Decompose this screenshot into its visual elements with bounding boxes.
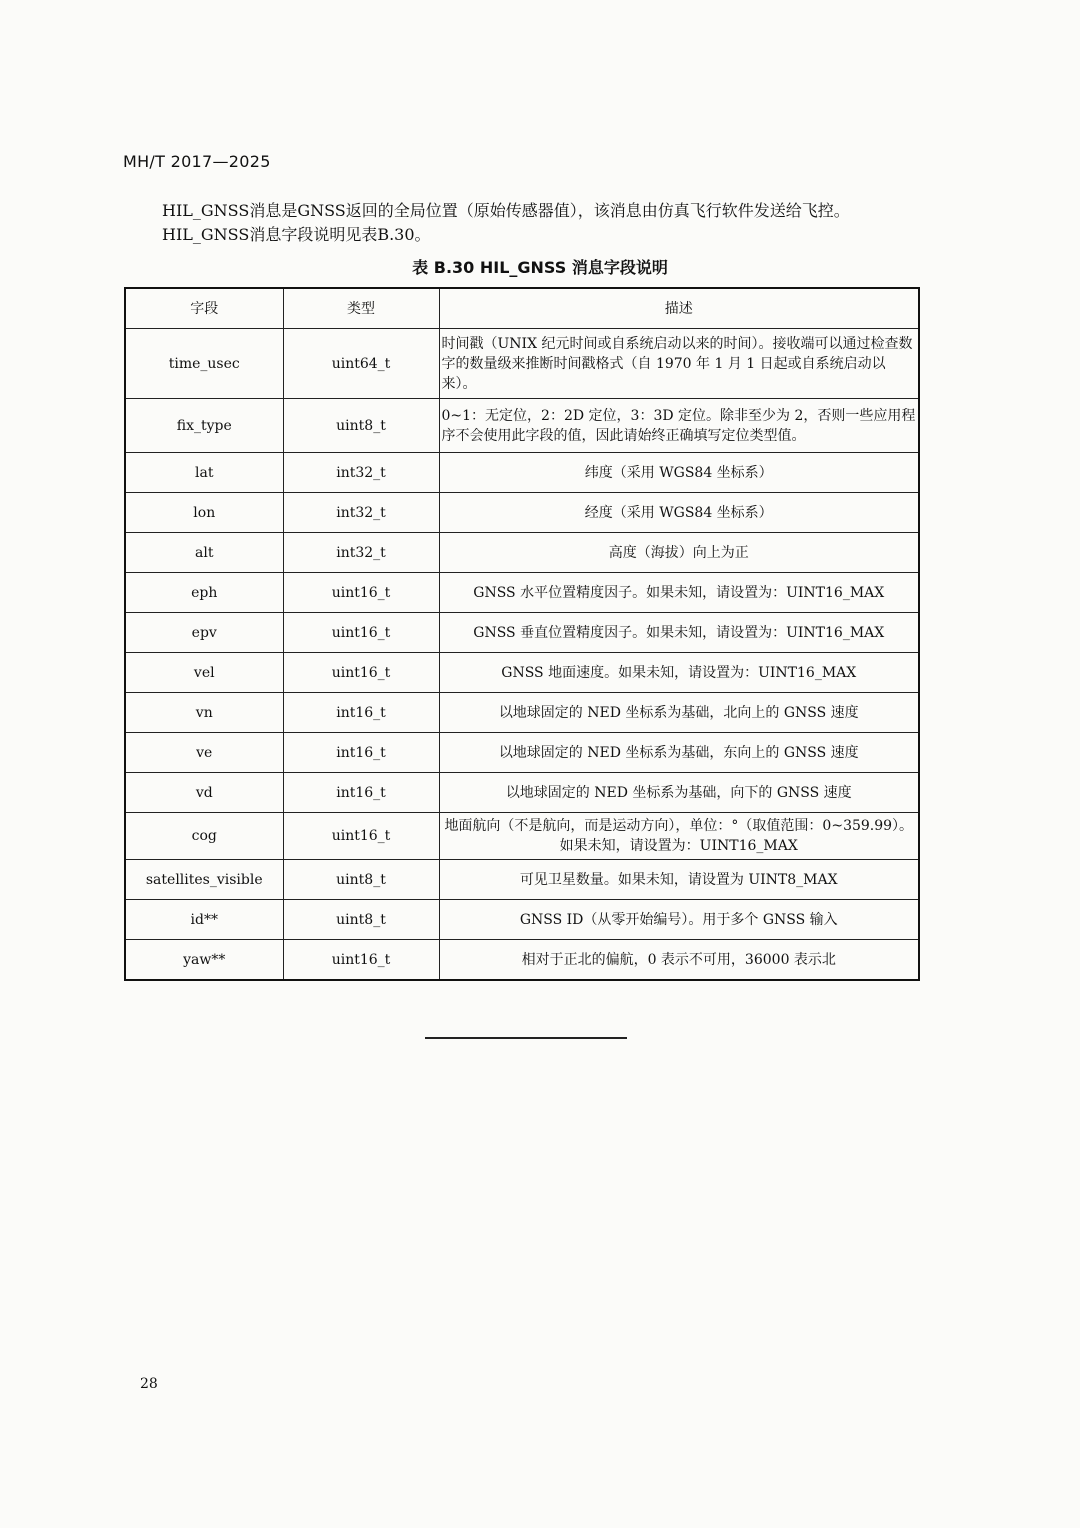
table-row — [125, 399, 919, 453]
field-description-cell: 以地球固定的 NED 坐标系为基础，北向上的 GNSS 速度 — [439, 693, 919, 733]
table-row — [125, 733, 919, 773]
field-description-cell: GNSS 地面速度。如果未知，请设置为：UINT16_MAX — [439, 653, 919, 693]
field-type-cell: int32_t — [283, 453, 439, 493]
field-type-cell: int32_t — [283, 533, 439, 573]
column-header-field: 字段 — [125, 288, 283, 329]
field-description-cell: 地面航向（不是航向，而是运动方向），单位：°（取值范围：0~359.99）。如果未知，请设置为：UINT16_MAX — [439, 813, 919, 860]
table-row — [125, 493, 919, 533]
field-type-cell: uint8_t — [283, 900, 439, 940]
table-row — [125, 653, 919, 693]
end-of-document-rule — [425, 1037, 627, 1039]
field-description-cell: 经度（采用 WGS84 坐标系） — [439, 493, 919, 533]
field-name-cell: vd — [125, 773, 283, 813]
field-description-cell: GNSS 水平位置精度因子。如果未知，请设置为：UINT16_MAX — [439, 573, 919, 613]
column-header-description: 描述 — [439, 288, 919, 329]
field-name-cell: epv — [125, 613, 283, 653]
table-row — [125, 773, 919, 813]
field-name-cell: satellites_visible — [125, 860, 283, 900]
table-row — [125, 573, 919, 613]
page-number: 28 — [140, 1376, 158, 1392]
table-row — [125, 940, 919, 981]
document-standard-number: MH/T 2017—2025 — [123, 152, 271, 171]
field-type-cell: uint16_t — [283, 573, 439, 613]
column-header-type: 类型 — [283, 288, 439, 329]
field-name-cell: yaw** — [125, 940, 283, 981]
field-type-cell: uint8_t — [283, 860, 439, 900]
field-name-cell: cog — [125, 813, 283, 860]
field-description-cell: 纬度（采用 WGS84 坐标系） — [439, 453, 919, 493]
table-row — [125, 329, 919, 399]
field-type-cell: uint16_t — [283, 653, 439, 693]
field-type-cell: int16_t — [283, 733, 439, 773]
field-name-cell: lat — [125, 453, 283, 493]
field-name-cell: time_usec — [125, 329, 283, 399]
field-description-cell: GNSS 垂直位置精度因子。如果未知，请设置为：UINT16_MAX — [439, 613, 919, 653]
table-row — [125, 813, 919, 860]
message-fields-table — [124, 287, 920, 981]
table-row — [125, 693, 919, 733]
table-row — [125, 453, 919, 493]
field-description-cell: 可见卫星数量。如果未知，请设置为 UINT8_MAX — [439, 860, 919, 900]
field-description-cell: GNSS ID（从零开始编号）。用于多个 GNSS 输入 — [439, 900, 919, 940]
table-row — [125, 533, 919, 573]
table-row — [125, 613, 919, 653]
field-name-cell: vn — [125, 693, 283, 733]
field-description-cell: 以地球固定的 NED 坐标系为基础，东向上的 GNSS 速度 — [439, 733, 919, 773]
field-type-cell: int16_t — [283, 693, 439, 733]
field-description-cell: 高度（海拔）向上为正 — [439, 533, 919, 573]
field-name-cell: lon — [125, 493, 283, 533]
intro-paragraph-line-1: HIL_GNSS消息是GNSS返回的全局位置（原始传感器值），该消息由仿真飞行软件发送给飞控。 — [162, 201, 850, 220]
table-caption: 表 B.30 HIL_GNSS 消息字段说明 — [412, 258, 668, 277]
field-type-cell: int16_t — [283, 773, 439, 813]
field-type-cell: uint16_t — [283, 940, 439, 981]
field-name-cell: id** — [125, 900, 283, 940]
field-type-cell: uint16_t — [283, 813, 439, 860]
field-name-cell: vel — [125, 653, 283, 693]
field-name-cell: fix_type — [125, 399, 283, 453]
field-description-cell: 时间戳（UNIX 纪元时间或自系统启动以来的时间）。接收端可以通过检查数字的数量级来推断时间戳格式（自 1970 年 1 月 1 日起或自系统启动以来）。 — [439, 329, 919, 399]
field-description-cell: 0~1：无定位，2：2D 定位，3：3D 定位。除非至少为 2，否则一些应用程序不会使用此字段的值，因此请始终正确填写定位类型值。 — [439, 399, 919, 453]
field-type-cell: int32_t — [283, 493, 439, 533]
field-description-cell: 相对于正北的偏航，0 表示不可用，36000 表示北 — [439, 940, 919, 981]
field-name-cell: eph — [125, 573, 283, 613]
intro-paragraph-line-2: HIL_GNSS消息字段说明见表B.30。 — [162, 225, 431, 244]
table-row — [125, 900, 919, 940]
field-description-cell: 以地球固定的 NED 坐标系为基础，向下的 GNSS 速度 — [439, 773, 919, 813]
field-type-cell: uint8_t — [283, 399, 439, 453]
field-type-cell: uint64_t — [283, 329, 439, 399]
table-row — [125, 860, 919, 900]
field-name-cell: ve — [125, 733, 283, 773]
table-header-row — [125, 288, 919, 329]
field-type-cell: uint16_t — [283, 613, 439, 653]
field-name-cell: alt — [125, 533, 283, 573]
